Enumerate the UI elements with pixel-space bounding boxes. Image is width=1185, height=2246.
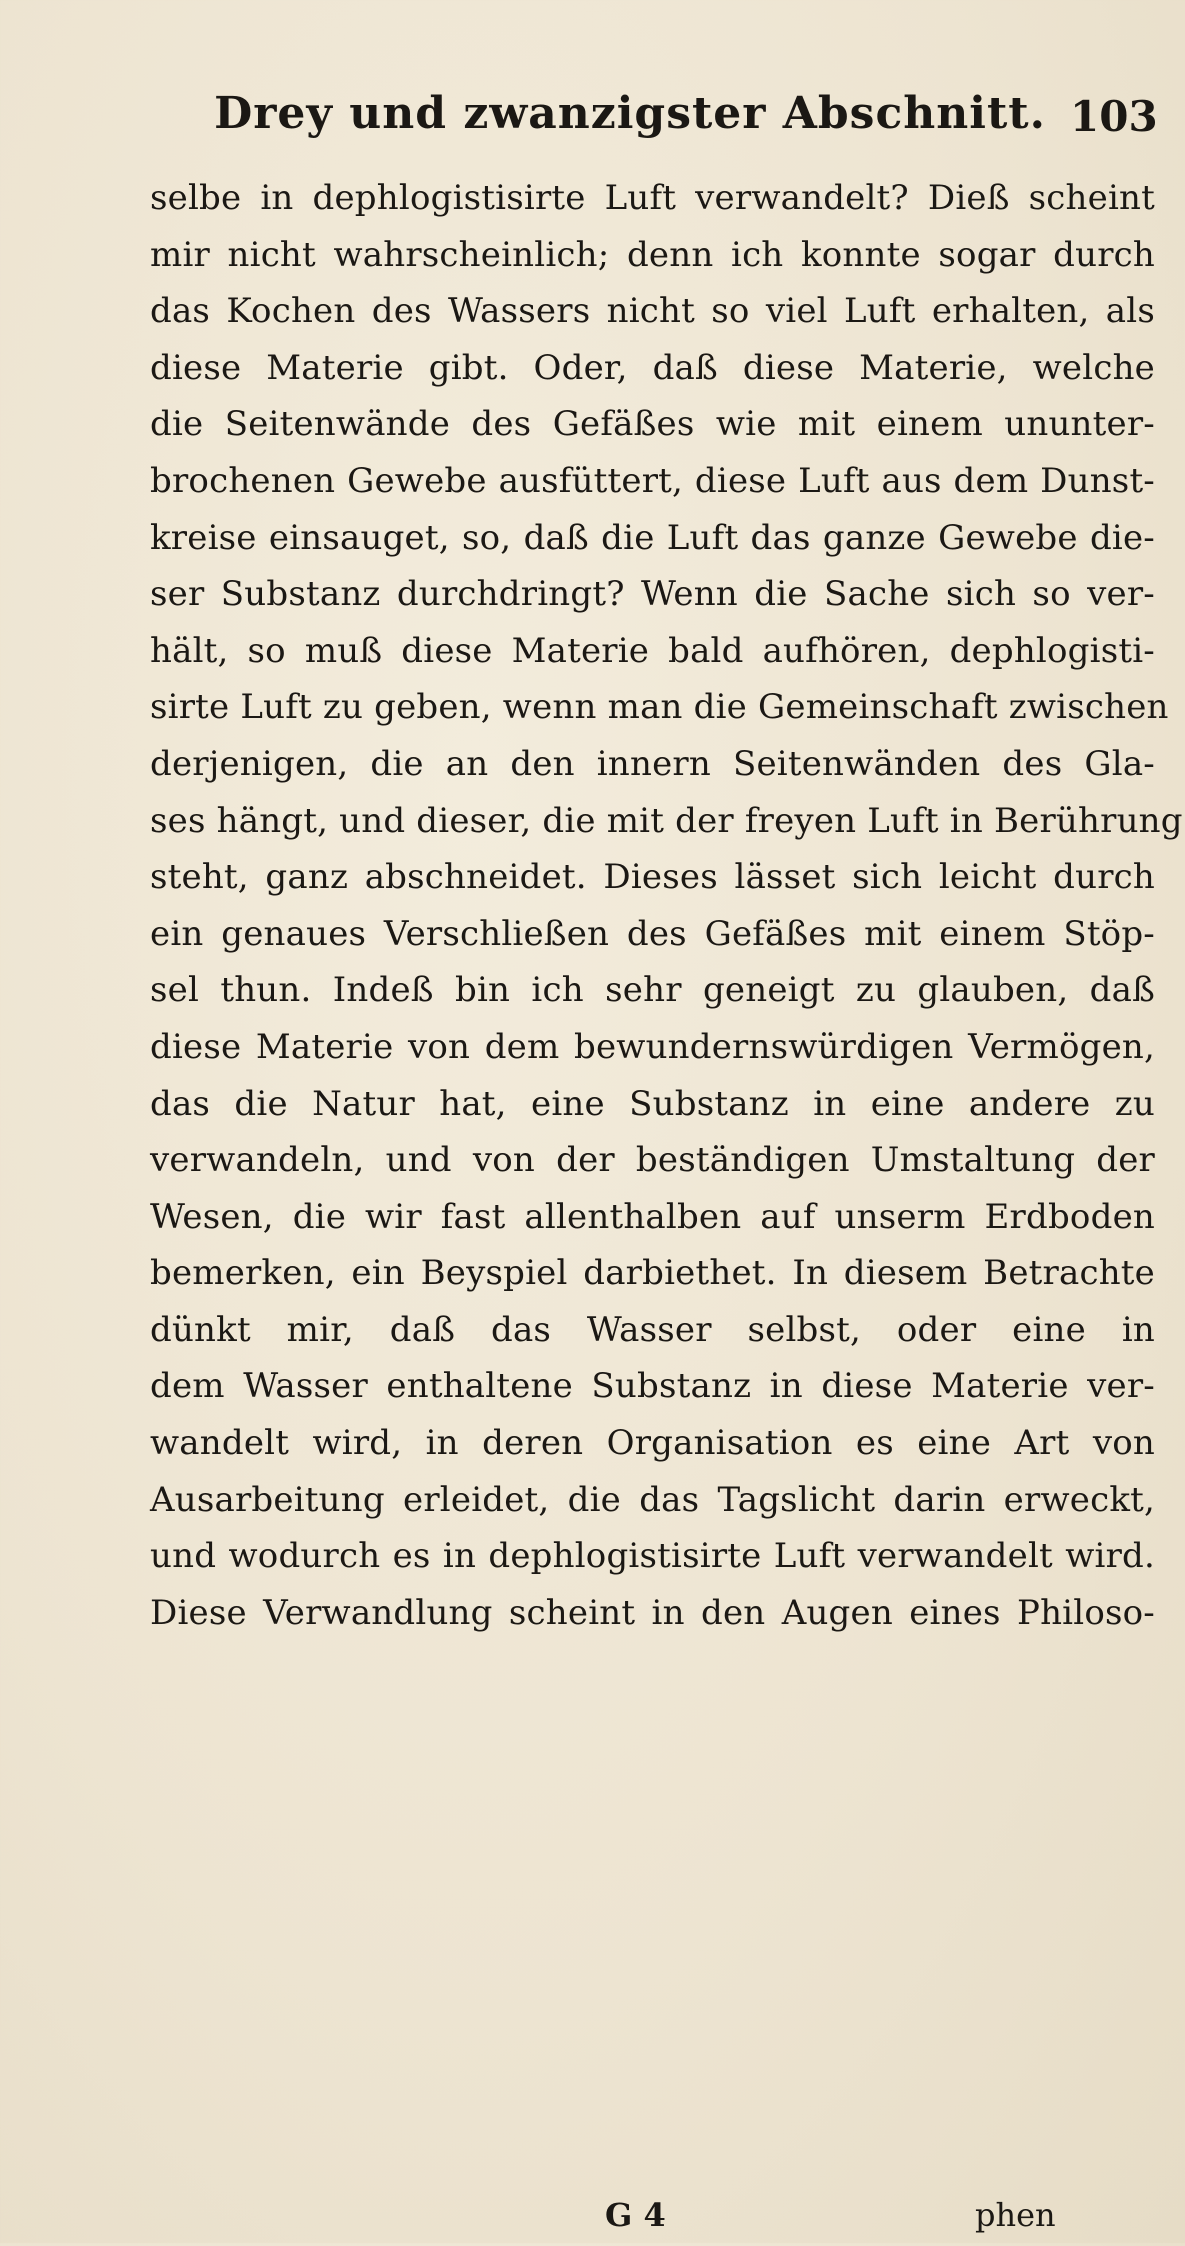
text-line: selbe in dephlogistisirte Luft verwandelt? Dieß scheint [150, 178, 1155, 218]
text-line: kreise einsauget, so, daß die Luft das ganze Gewebe die- [150, 517, 1155, 558]
text-line: Wesen, die wir fast allenthalben auf unserm Erdboden [150, 1196, 1155, 1237]
text-line: das Kochen des Wassers nicht so viel Luft erhalten, als [150, 291, 1155, 332]
page-footer [150, 2196, 1155, 2246]
text-line: das die Natur hat, eine Substanz in eine andere zu [150, 1083, 1155, 1124]
running-head [190, 88, 1158, 168]
text-line: Ausarbeitung erleidet, die das Tagslicht darin erweckt, [150, 1479, 1155, 1520]
text-line: derjenigen, die an den innern Seitenwänden des Gla- [150, 743, 1155, 784]
text-line: ein genaues Verschließen des Gefäßes mit einem Stöp- [150, 913, 1155, 954]
text-line: verwandeln, und von der beständigen Umstaltung der [150, 1140, 1155, 1181]
text-line: sel thun. Indeß bin ich sehr geneigt zu glauben, daß [150, 970, 1155, 1011]
text-line: Diese Verwandlung scheint in den Augen eines Philoso- [150, 1592, 1155, 1633]
text-line: wandelt wird, in deren Organisation es eine Art von [150, 1423, 1155, 1464]
text-line: die Seitenwände des Gefäßes wie mit einem ununter- [150, 404, 1155, 445]
text-line: steht, ganz abschneidet. Dieses lässet sich leicht durch [150, 857, 1155, 898]
text-line: bemerken, ein Beyspiel darbiethet. In diesem Betrachte [150, 1253, 1155, 1294]
text-line: mir nicht wahrscheinlich; denn ich konnte sogar durch [150, 234, 1155, 275]
text-line: brochenen Gewebe ausfüttert, diese Luft aus dem Dunst- [150, 460, 1155, 501]
text-line: dem Wasser enthaltene Substanz in diese Materie ver- [150, 1366, 1155, 1407]
text-line: ses hängt, und dieser, die mit der freyen Luft in Berührung [150, 800, 1183, 841]
text-line: diese Materie gibt. Oder, daß diese Materie, welche [150, 347, 1155, 388]
text-line: sirte Luft zu geben, wenn man die Gemeinschaft zwischen [150, 687, 1169, 728]
catchword: phen [975, 2196, 1056, 2234]
text-line: hält, so muß diese Materie bald aufhören, dephlogisti- [150, 630, 1155, 671]
text-line: und wodurch es in dephlogistisirte Luft verwandelt wird. [150, 1536, 1155, 1577]
body-text [150, 170, 1183, 1641]
page-title: Drey und zwanzigster Abschnitt. [214, 88, 1046, 139]
signature-mark: G 4 [605, 2196, 666, 2234]
text-line: ser Substanz durchdringt? Wenn die Sache sich so ver- [150, 574, 1155, 615]
text-line: dünkt mir, daß das Wasser selbst, oder eine in [150, 1309, 1155, 1350]
page-number: 103 [1070, 92, 1158, 141]
text-line: diese Materie von dem bewundernswürdigen Vermögen, [150, 1026, 1155, 1067]
